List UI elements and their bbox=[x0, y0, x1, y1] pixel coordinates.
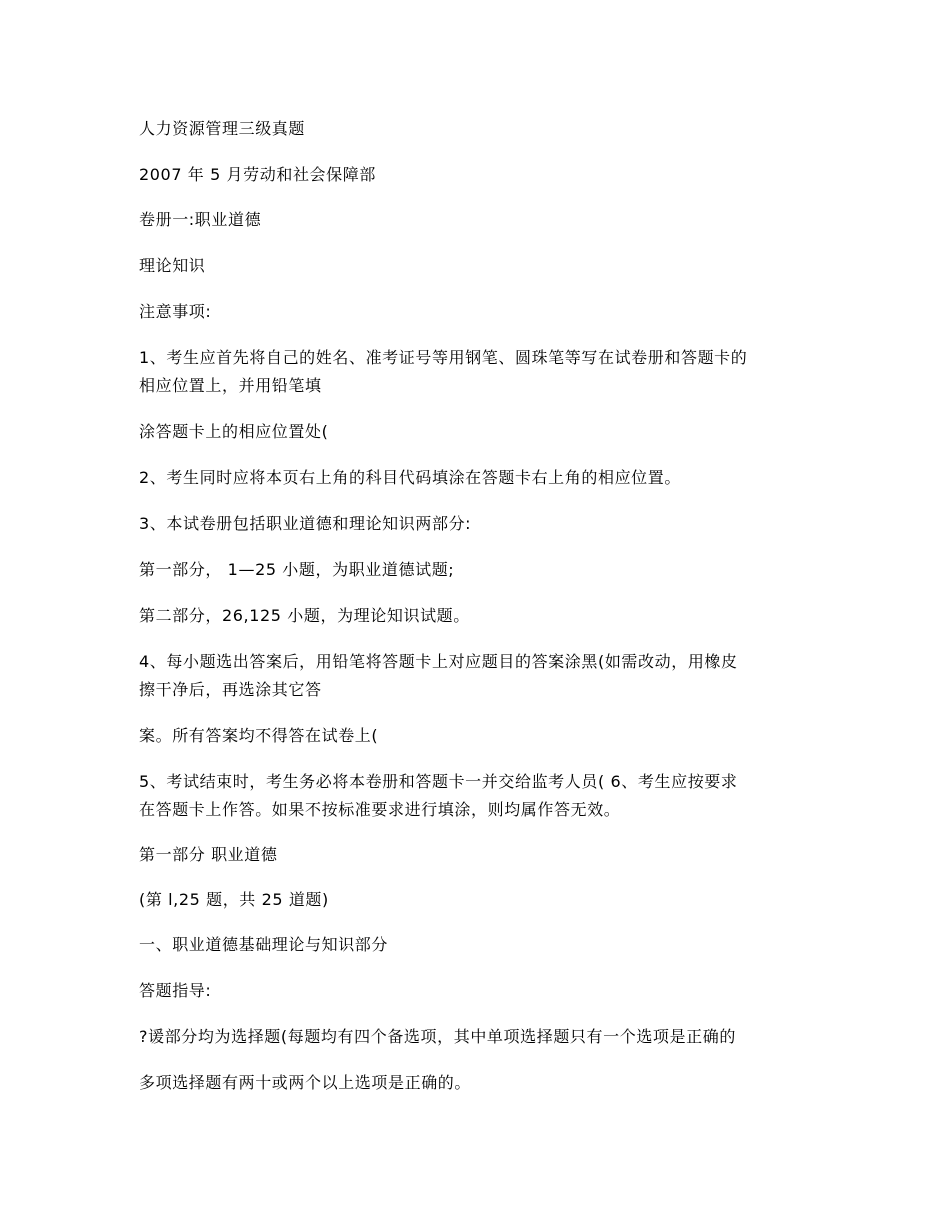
subtitle: 理论知识 bbox=[139, 256, 206, 275]
document-title: 人力资源管理三级真题 bbox=[139, 119, 306, 138]
notice-item-1-line-1: 1、考生应首先将自己的姓名、准考证号等用钢笔、圆珠笔等写在试卷册和答题卡的 bbox=[139, 348, 748, 367]
volume-line: 卷册一:职业道德 bbox=[139, 210, 262, 229]
notice-item-4-continuation: 案。所有答案均不得答在试卷上( bbox=[139, 726, 379, 745]
notice-item-5-line-1: 5、考试结束时，考生务必将本卷册和答题卡一并交给监考人员( 6、考生应按要求 bbox=[139, 772, 738, 791]
notice-item-4-line-2: 擦干净后，再选涂其它答 bbox=[139, 680, 322, 699]
section-range: (第 l,25 题，共 25 道题) bbox=[139, 890, 329, 909]
section-heading: 第一部分 职业道德 bbox=[139, 845, 278, 864]
notice-item-2: 2、考生同时应将本页右上角的科目代码填涂在答题卡右上角的相应位置。 bbox=[139, 468, 681, 487]
notice-item-3: 3、本试卷册包括职业道德和理论知识两部分: bbox=[139, 514, 472, 533]
guide-line-2: 多项选择题有两十或两个以上选项是正确的。 bbox=[139, 1073, 472, 1092]
notice-heading: 注意事项: bbox=[139, 302, 212, 321]
notice-item-5-line-2: 在答题卡上作答。如果不按标准要求进行填涂，则均属作答无效。 bbox=[139, 800, 621, 819]
subsection-heading: 一、职业道德基础理论与知识部分 bbox=[139, 935, 389, 954]
guide-heading: 答题指导: bbox=[139, 981, 212, 1000]
date-line: 2007 年 5 月劳动和社会保障部 bbox=[139, 165, 376, 184]
notice-item-4-line-1: 4、每小题选出答案后，用铅笔将答题卡上对应题目的答案涂黑(如需改动，用橡皮 bbox=[139, 652, 738, 671]
notice-item-1-continuation: 涂答题卡上的相应位置处( bbox=[139, 422, 329, 441]
guide-line-1: ?谖部分均为选择题(每题均有四个备选项，其中单项选择题只有一个选项是正确的 bbox=[139, 1027, 736, 1046]
notice-item-1-line-2: 相应位置上，并用铅笔填 bbox=[139, 376, 322, 395]
part-1-description: 第一部分， 1—25 小题，为职业道德试题; bbox=[139, 560, 455, 579]
part-2-description: 第二部分，26,125 小题，为理论知识试题。 bbox=[139, 606, 470, 625]
